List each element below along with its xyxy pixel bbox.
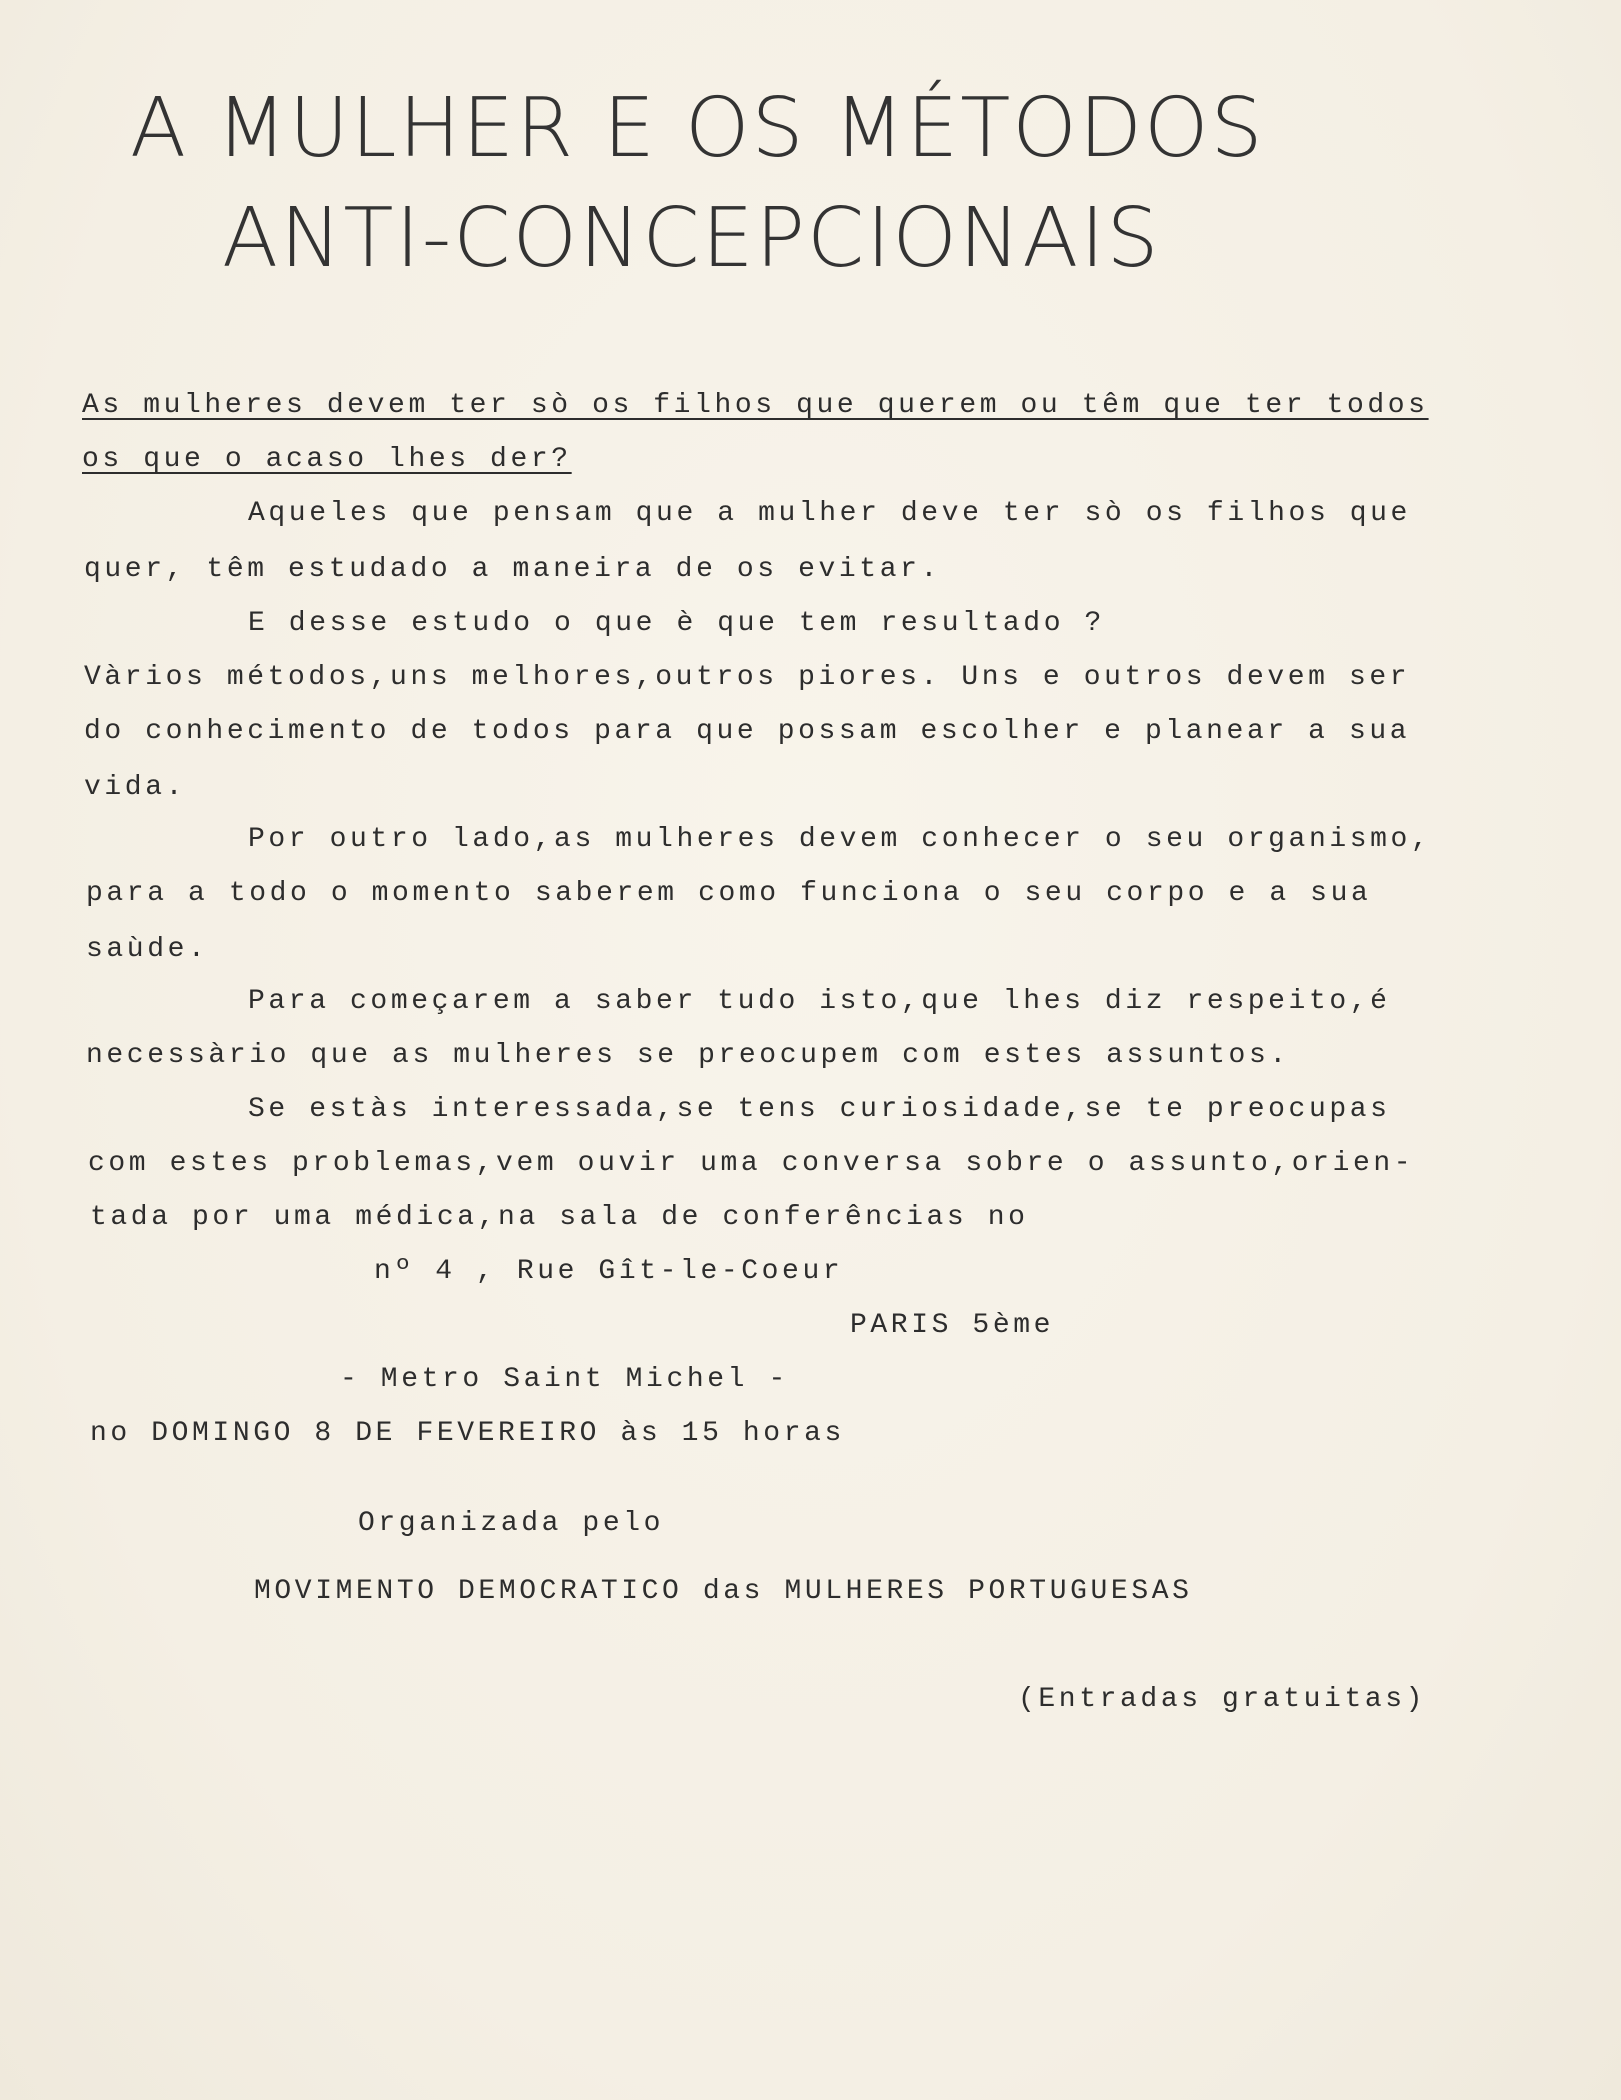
paragraph-3-line-3: vida. (84, 772, 187, 803)
entry-note: (Entradas gratuitas) (1018, 1684, 1427, 1715)
paragraph-5-line-1: Para começarem a saber tudo isto,que lhes diz respeito,é (248, 986, 1391, 1017)
question-line-1: As mulheres devem ter sò os filhos que querem ou têm que ter todos (82, 390, 1429, 421)
paragraph-5-line-2: necessàrio que as mulheres se preocupem com estes assuntos. (86, 1040, 1290, 1071)
paragraph-6-line-3: tada por uma médica,na sala de conferências no (90, 1202, 1029, 1233)
paragraph-4-line-1: Por outro lado,as mulheres devem conhecer o seu organismo, (248, 824, 1432, 855)
paragraph-1-line-2: quer, têm estudado a maneira de os evitar. (84, 554, 941, 585)
paragraph-6-line-2: com estes problemas,vem ouvir uma conversa sobre o assunto,orien- (88, 1148, 1415, 1179)
title-line-2: ANTI-CONCEPCIONAIS (222, 191, 1161, 286)
organized-by-label: Organizada pelo (358, 1508, 665, 1539)
event-date: no DOMINGO 8 DE FEVEREIRO às 15 horas (90, 1418, 845, 1449)
paragraph-4-line-2: para a todo o momento saberem como funciona o seu corpo e a sua (86, 878, 1372, 909)
paragraph-3-line-1: Vàrios métodos,uns melhores,outros piores. Uns e outros devem ser (84, 662, 1411, 693)
event-address: nº 4 , Rue Gît-le-Coeur (374, 1256, 844, 1287)
event-city: PARIS 5ème (850, 1310, 1055, 1341)
paragraph-1-line-1: Aqueles que pensam que a mulher deve ter sò os filhos que (248, 498, 1411, 529)
paragraph-4-line-3: saùde. (86, 934, 209, 965)
paragraph-3-line-2: do conhecimento de todos para que possam escolher e planear a sua (84, 716, 1411, 747)
paragraph-6-line-1: Se estàs interessada,se tens curiosidade,se te preocupas (248, 1094, 1391, 1125)
organization-name: MOVIMENTO DEMOCRATICO das MULHERES PORTUGUESAS (254, 1576, 1193, 1607)
event-metro: - Metro Saint Michel - (340, 1364, 789, 1395)
question-line-2: os que o acaso lhes der? (82, 444, 572, 475)
paragraph-2-line-1: E desse estudo o que è que tem resultado ? (248, 608, 1105, 639)
title-line-1: A MULHER E OS MÉTODOS (130, 81, 1265, 176)
